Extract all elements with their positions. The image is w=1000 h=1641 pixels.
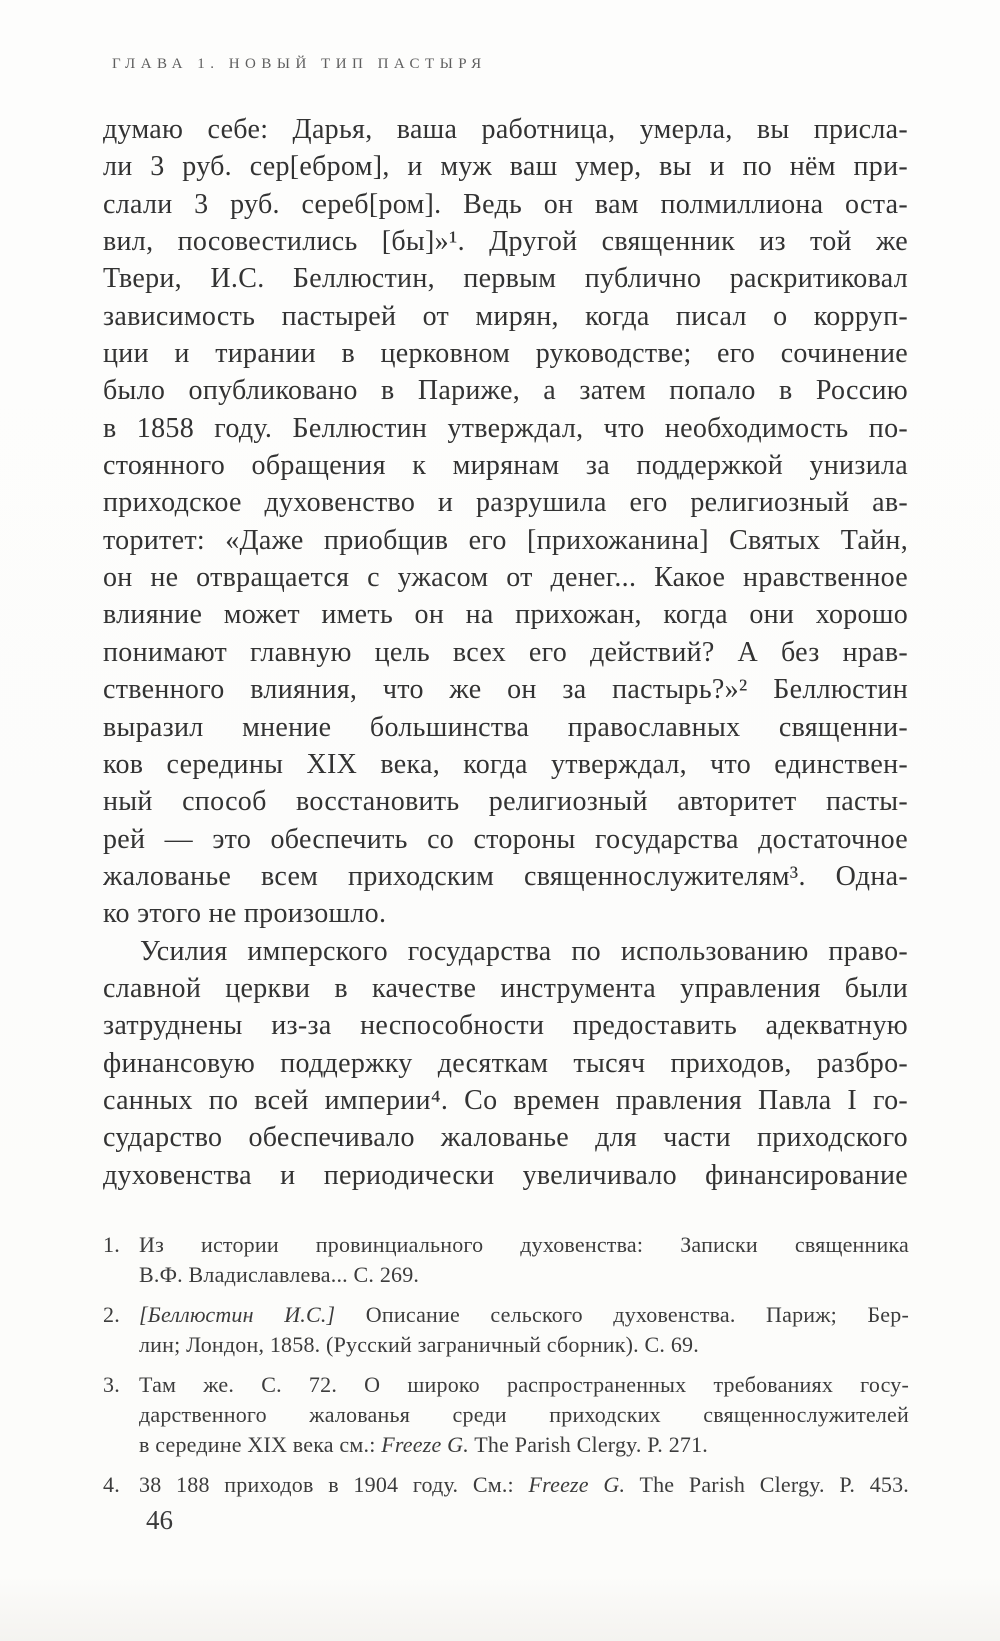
footnote-line bbox=[139, 1470, 909, 1500]
body-line: жалованье всем приходским священнослужителям³. Одна- bbox=[103, 860, 908, 892]
body-line: ции и тирании в церковном руководстве; его сочинение bbox=[103, 338, 908, 370]
footnote-segment: в середине XIX века см.: bbox=[139, 1431, 382, 1457]
running-head: ГЛАВА 1. НОВЫЙ ТИП ПАСТЫРЯ bbox=[112, 56, 487, 72]
footnote-line bbox=[139, 1330, 909, 1360]
footnote-line bbox=[139, 1400, 909, 1430]
body-line: вил, посовестились [бы]»¹. Другой священник из той же bbox=[103, 226, 908, 258]
footnote-italic-segment: Freeze G. bbox=[381, 1431, 469, 1457]
body-line: духовенства и периодически увеличивало финансирование bbox=[103, 1159, 908, 1191]
footnote-italic-segment: [Беллюстин И.С.] bbox=[139, 1302, 336, 1328]
body-line: ков середины XIX века, когда утверждал, что единствен- bbox=[103, 748, 908, 780]
body-line: сударство обеспечивало жалованье для части приходского bbox=[103, 1122, 908, 1154]
body-line: выразил мнение большинства православных священни- bbox=[103, 711, 908, 743]
body-text bbox=[103, 111, 908, 1194]
body-line: приходское духовенство и разрушила его религиозный ав- bbox=[103, 487, 908, 519]
footnote-text bbox=[139, 1300, 909, 1359]
body-line: слали 3 руб. сереб[ром]. Ведь он вам полмиллиона оста- bbox=[103, 188, 908, 220]
body-line: Усилия имперского государства по использованию право- bbox=[140, 935, 908, 967]
body-line: в 1858 году. Беллюстин утверждал, что необходимость по- bbox=[103, 412, 908, 444]
footnote-text bbox=[139, 1370, 909, 1459]
footnote bbox=[103, 1230, 909, 1289]
footnote bbox=[103, 1470, 909, 1500]
footnote-segment: 38 188 приходов в 1904 году. См.: bbox=[139, 1472, 529, 1498]
footnote-line bbox=[139, 1230, 909, 1260]
body-line: рей — это обеспечить со стороны государства достаточное bbox=[103, 823, 908, 855]
footnote-number: 3. bbox=[103, 1372, 120, 1398]
footnote-segment: Там же. С. 72. О широко распространенных требованиях госу- bbox=[139, 1372, 909, 1398]
body-line: финансовую поддержку десяткам тысяч приходов, разбро- bbox=[103, 1047, 908, 1079]
footnote-italic-segment: Freeze G. bbox=[528, 1472, 626, 1498]
body-line: он не отвращается с ужасом от денег... Какое нравственное bbox=[103, 562, 908, 594]
footnote-number: 1. bbox=[103, 1232, 120, 1257]
body-line: славной церкви в качестве инструмента управления были bbox=[103, 972, 908, 1004]
footnote-text bbox=[139, 1470, 909, 1500]
page-number: 46 bbox=[146, 1505, 173, 1535]
footnote-segment: лин; Лондон, 1858. (Русский заграничный сборник). С. 69. bbox=[139, 1331, 699, 1357]
body-line: ственного влияния, что же он за пастырь?»² Беллюстин bbox=[103, 674, 908, 706]
footnote-line bbox=[139, 1300, 909, 1330]
body-line: думаю себе: Дарья, ваша работница, умерла, вы присла- bbox=[103, 114, 908, 145]
body-line: Твери, И.С. Беллюстин, первым публично раскритиковал bbox=[103, 263, 908, 295]
footnote bbox=[103, 1370, 909, 1459]
footnote-segment: Описание сельского духовенства. Париж; Бер- bbox=[335, 1302, 909, 1328]
footnote-segment: дарственного жалованья среди приходских священнослужителей bbox=[139, 1401, 909, 1427]
footnote-segment: Из истории провинциального духовенства: Записки священника bbox=[139, 1232, 909, 1257]
body-line: торитет: «Даже приобщив его [прихожанина] Святых Тайн, bbox=[103, 524, 908, 556]
footnote-segment: В.Ф. Владиславлева... С. 269. bbox=[139, 1261, 420, 1287]
body-line: ли 3 руб. сер[ебром], и муж ваш умер, вы и по нём при- bbox=[103, 151, 908, 183]
body-line: санных по всей империи⁴. Со времен правления Павла I го- bbox=[103, 1084, 908, 1116]
footnote bbox=[103, 1300, 909, 1359]
body-line: влияние может иметь он на прихожан, когда они хорошо bbox=[103, 599, 908, 631]
body-line: ко этого не произошло. bbox=[103, 898, 387, 930]
body-line: было опубликовано в Париже, а затем попало в Россию bbox=[103, 375, 908, 407]
footnote-number: 4. bbox=[103, 1472, 120, 1498]
footnote-line bbox=[139, 1260, 909, 1290]
body-line: стоянного обращения к мирянам за поддержкой унизила bbox=[103, 450, 908, 482]
body-line: ный способ восстановить религиозный авторитет пасты- bbox=[103, 786, 908, 818]
body-line: зависимость пастырей от мирян, когда писал о корруп- bbox=[103, 300, 908, 332]
footnote-number: 2. bbox=[103, 1302, 120, 1328]
footnote-segment: The Parish Clergy. P. 271. bbox=[468, 1431, 709, 1457]
footnote-line bbox=[139, 1430, 909, 1460]
footnotes bbox=[103, 1230, 909, 1511]
footnote-segment: The Parish Clergy. P. 453. bbox=[625, 1472, 909, 1498]
footnote-text bbox=[139, 1230, 909, 1289]
footnote-line bbox=[139, 1370, 909, 1400]
body-line: затруднены из-за неспособности предоставить адекватную bbox=[103, 1010, 908, 1042]
body-line: понимают главную цель всех его действий? А без нрав- bbox=[103, 636, 908, 668]
